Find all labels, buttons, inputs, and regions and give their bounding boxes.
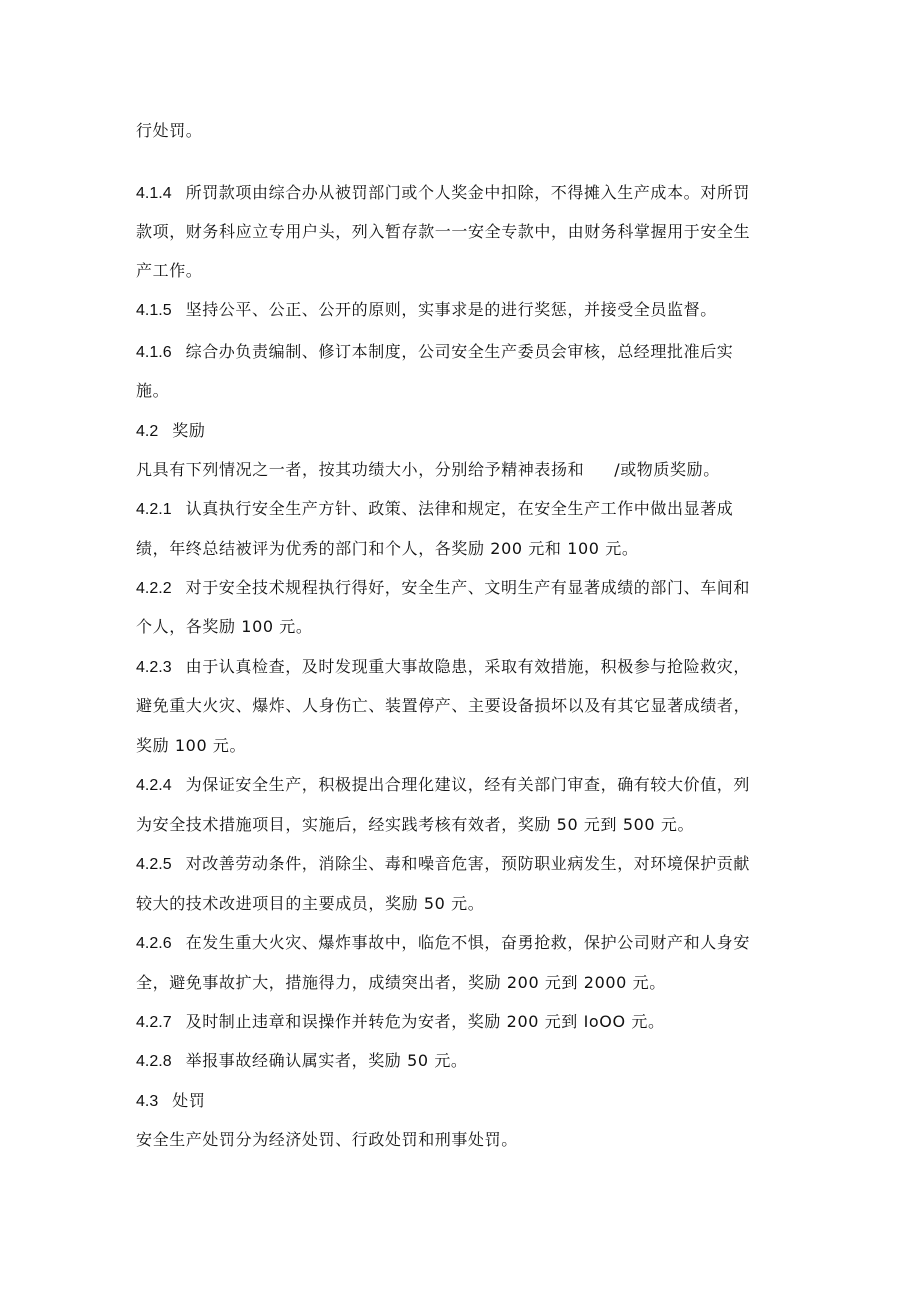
- clause-number: 4.2.7: [136, 1014, 172, 1031]
- line-text: 坚持公平、公正、公开的原则，实事求是的进行奖惩，并接受全员监督。: [185, 300, 717, 319]
- clause-number: 4.2.5: [136, 856, 172, 873]
- text-line: [136, 380, 169, 402]
- clause-number: 4.2.1: [136, 501, 172, 518]
- text-line: [136, 735, 246, 757]
- clause-number: 4.1.6: [136, 344, 172, 361]
- text-line: [136, 538, 638, 560]
- clause-4-1-6: [136, 341, 733, 364]
- line-text: 凡具有下列情况之一者，按其功绩大小，分别给予精神表扬和: [136, 460, 585, 479]
- text-line: [136, 260, 202, 282]
- line-text: 避免重大火灾、爆炸、人身伤亡、装置停产、主要设备损坏以及有其它显著成绩者，: [136, 696, 751, 715]
- section-number: 4.3: [136, 1093, 159, 1110]
- text-line: [136, 459, 720, 481]
- text-line: [136, 893, 484, 915]
- clause-4-1-5: [136, 299, 717, 322]
- line-text: 产工作。: [136, 261, 203, 280]
- text-line: [136, 120, 202, 142]
- line-text: 及时制止违章和误操作并转危为安者，奖励 200 元到 IoOO 元。: [185, 1012, 665, 1031]
- line-text: 由于认真检查，及时发现重大事故隐患，采取有效措施，积极参与抢险救灾，: [185, 657, 750, 676]
- clause-4-2-3: [136, 656, 750, 679]
- clause-number: 4.2.8: [136, 1053, 172, 1070]
- section-number: 4.2: [136, 423, 159, 440]
- text-line: [136, 814, 694, 836]
- line-text: 为保证安全生产，积极提出合理化建议，经有关部门审查，确有较大价值，列: [185, 775, 750, 794]
- clause-number: 4.2.2: [136, 580, 172, 597]
- line-text: 安全生产处罚分为经济处罚、行政处罚和刑事处罚。: [136, 1130, 518, 1149]
- line-text: 施。: [136, 381, 170, 400]
- line-text: 综合办负责编制、修订本制度，公司安全生产委员会审核，总经理批准后实: [185, 342, 734, 361]
- line-text: 所罚款项由综合办从被罚部门或个人奖金中扣除，不得摊入生产成本。对所罚: [185, 183, 750, 202]
- text-line: [136, 1129, 518, 1151]
- line-text: 行处罚。: [136, 121, 203, 140]
- line-text: 奖励 100 元。: [136, 736, 247, 755]
- text-line: [136, 695, 750, 717]
- line-text: /或物质奖励。: [614, 460, 720, 479]
- line-text: 款项，财务科应立专用户头，列入暂存款一一安全专款中，由财务科掌握用于安全生: [136, 222, 751, 241]
- line-text: 个人，各奖励 100 元。: [136, 617, 313, 636]
- clause-number: 4.2.6: [136, 935, 172, 952]
- clause-4-2-2: [136, 577, 750, 600]
- clause-4-2-1: [136, 498, 733, 521]
- clause-4-2-7: [136, 1011, 665, 1034]
- line-text: 绩，年终总结被评为优秀的部门和个人，各奖励 200 元和 100 元。: [136, 539, 639, 558]
- line-text: 在发生重大火灾、爆炸事故中，临危不惧，奋勇抢救，保护公司财产和人身安: [185, 933, 750, 952]
- text-line: [136, 972, 666, 994]
- line-text: 较大的技术改进项目的主要成员，奖励 50 元。: [136, 894, 485, 913]
- text-line: [136, 616, 313, 638]
- section-title: 奖励: [172, 421, 206, 440]
- clause-4-1-4: [136, 182, 750, 205]
- line-text: 全，避免事故扩大，措施得力，成绩突出者，奖励 200 元到 2000 元。: [136, 973, 666, 992]
- clause-number: 4.2.4: [136, 777, 172, 794]
- clause-4-2-6: [136, 932, 750, 955]
- text-line: [136, 221, 750, 243]
- clause-number: 4.2.3: [136, 659, 172, 676]
- section-4-2-heading: [136, 420, 205, 443]
- section-title: 处罚: [172, 1091, 206, 1110]
- line-text: 对改善劳动条件，消除尘、毒和噪音危害，预防职业病发生，对环境保护贡献: [185, 854, 750, 873]
- section-4-3-heading: [136, 1090, 205, 1113]
- line-text: 举报事故经确认属实者，奖励 50 元。: [185, 1051, 468, 1070]
- clause-number: 4.1.5: [136, 302, 172, 319]
- clause-4-2-4: [136, 774, 750, 797]
- line-text: 为安全技术措施项目，实施后，经实践考核有效者，奖励 50 元到 500 元。: [136, 815, 695, 834]
- line-text: 对于安全技术规程执行得好，安全生产、文明生产有显著成绩的部门、车间和: [185, 578, 750, 597]
- clause-4-2-5: [136, 853, 750, 876]
- line-text: 认真执行安全生产方针、政策、法律和规定，在安全生产工作中做出显著成: [185, 499, 734, 518]
- clause-4-2-8: [136, 1050, 468, 1073]
- clause-number: 4.1.4: [136, 185, 172, 202]
